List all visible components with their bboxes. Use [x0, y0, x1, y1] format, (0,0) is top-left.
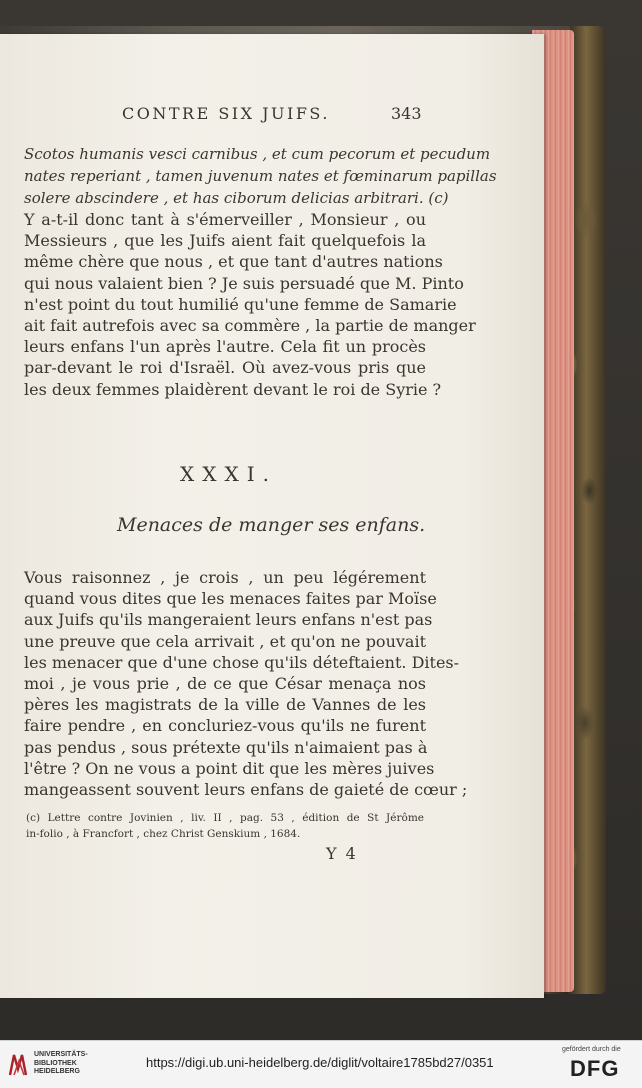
latin-quote-line: solere abscindere , et has ciborum delicias arbitrari. (c): [24, 189, 449, 207]
text-line: pas pendus , sous prétexte qu'ils n'aimaient pas à: [24, 737, 428, 757]
text-line: même chère que nous , et que tant d'autres nations: [24, 252, 443, 272]
dfg-logo: DFG: [570, 1056, 620, 1081]
funding-label: gefördert durch die: [562, 1046, 621, 1053]
text-line: moi , je vous prie , de ce que César menaça nos: [24, 673, 426, 693]
bottom-bar: [0, 1040, 642, 1088]
footnote-line: (c) Lettre contre Jovinien , liv. II , pag. 53 , édition de St Jérôme: [26, 812, 424, 824]
text-line: une preuve que cela arrivait , et qu'on ne pouvait: [24, 631, 426, 651]
text-line: mangeassent souvent leurs enfans de gaieté de cœur ;: [24, 779, 468, 799]
text-line: faire pendre , en concluriez-vous qu'ils ne furent: [24, 716, 426, 736]
text-line: Messieurs , que les Juifs aient fait quelquefois la: [24, 231, 426, 251]
text-line: par-devant le roi d'Israël. Où avez-vous pris que: [24, 358, 426, 378]
text-line: n'est point du tout humilié qu'une femme de Samarie: [24, 294, 457, 314]
text-line: Vous raisonnez , je crois , un peu légérement: [24, 568, 426, 587]
paragraph-1: [24, 209, 476, 400]
logo-text-line: HEIDELBERG: [34, 1068, 80, 1075]
library-logo-icon: [8, 1051, 30, 1077]
section-number: XXXI.: [180, 462, 277, 486]
footnote: [26, 810, 426, 842]
text-line: pères les magistrats de la ville de Vannes de les: [24, 695, 426, 715]
logo-text-line: BIBLIOTHEK: [34, 1059, 77, 1067]
text-line: aux Juifs qu'ils mangeraient leurs enfans n'est pas: [24, 610, 433, 630]
text-line: l'être ? On ne vous a point dit que les mères juives: [24, 758, 435, 778]
library-logo-text: [34, 1051, 88, 1077]
paragraph-2: [24, 567, 468, 800]
footnote-line: in-folio , à Francfort , chez Christ Genskium , 1684.: [26, 828, 301, 840]
latin-quote-line: nates reperiant , tamen juvenum nates et fœminarum papillas: [24, 167, 497, 185]
text-line: ait fait autrefois avec sa commère , la partie de manger: [24, 315, 476, 335]
text-line: les menacer que d'une chose qu'ils déteftaient. Dites-: [24, 652, 460, 672]
page-number: 343: [391, 104, 422, 123]
section-title: Menaces de manger ses enfans.: [117, 514, 426, 536]
text-line: Y a-t-il donc tant à s'émerveiller , Monsieur , ou: [24, 210, 426, 229]
signature-mark: Y 4: [326, 844, 358, 863]
running-head: CONTRE SIX JUIFS.: [122, 104, 330, 123]
text-line: qui nous valaient bien ? Je suis persuadé que M. Pinto: [24, 273, 464, 293]
text-line: les deux femmes plaidèrent devant le roi de Syrie ?: [24, 379, 442, 399]
logo-text-line: UNIVERSITÄTS-: [34, 1051, 88, 1058]
latin-quote-line: Scotos humanis vesci carnibus , et cum pecorum et pecudum: [24, 145, 491, 163]
permalink-url[interactable]: https://digi.ub.uni-heidelberg.de/diglit/voltaire1785bd27/0351: [146, 1055, 494, 1070]
text-line: leurs enfans l'un après l'autre. Cela fit un procès: [24, 337, 426, 357]
text-line: quand vous dites que les menaces faites par Moïse: [24, 589, 437, 609]
